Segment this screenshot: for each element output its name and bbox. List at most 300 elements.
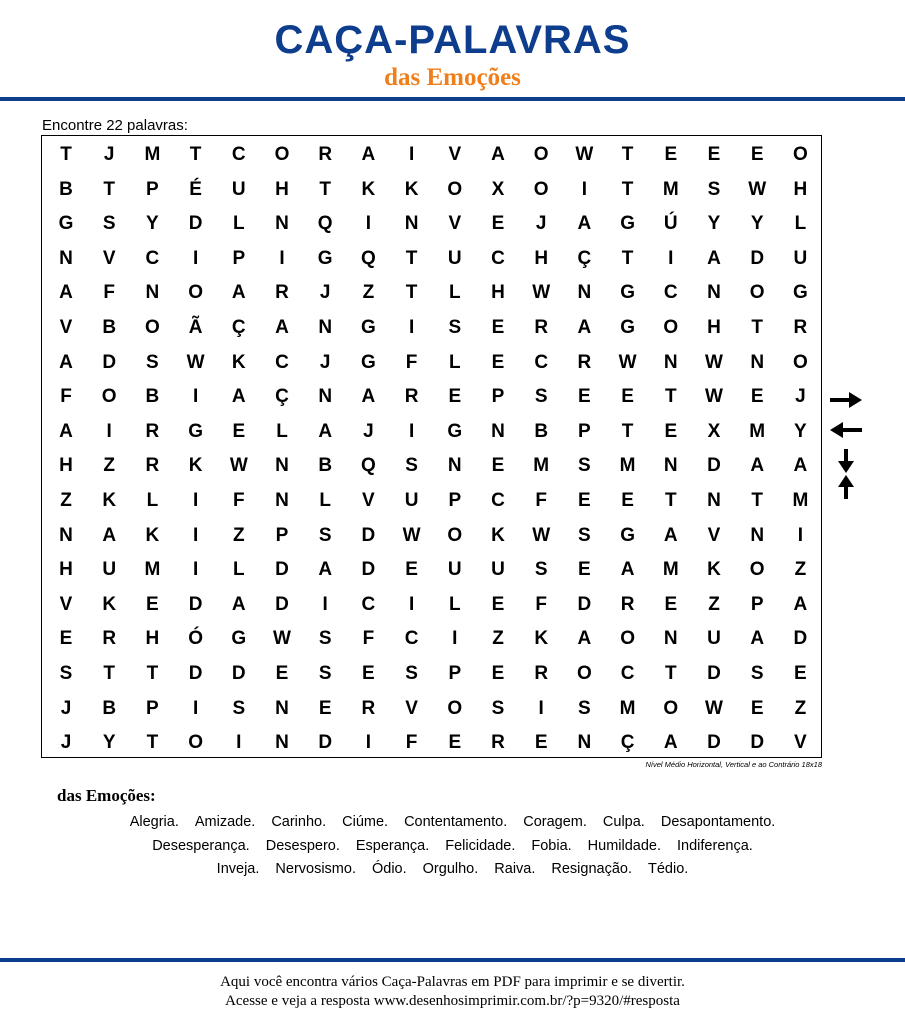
grid-letter: A: [231, 386, 246, 408]
grid-letter: P: [146, 178, 159, 200]
word-list-item: Nervosismo.: [275, 861, 356, 877]
word-list-item: Raiva.: [494, 861, 536, 877]
grid-letter: S: [750, 663, 764, 684]
grid-letter: I: [192, 524, 199, 546]
grid-letter: H: [145, 628, 160, 650]
grid-letter: F: [405, 351, 418, 373]
grid-letter: T: [621, 247, 634, 269]
word-list-item: Contentamento.: [404, 814, 508, 830]
grid-letter: I: [236, 732, 242, 754]
word-list-item: Amizade.: [194, 814, 256, 830]
grid-letter: G: [620, 524, 635, 546]
grid-letter: T: [319, 178, 331, 200]
grid-letter: Z: [232, 524, 245, 546]
grid-letter: K: [188, 455, 203, 477]
grid-letter: E: [405, 559, 418, 581]
grid-letter: E: [275, 663, 289, 684]
grid-letter: K: [491, 524, 505, 546]
grid-letter: G: [188, 420, 203, 442]
grid-letter: Z: [794, 697, 807, 719]
grid-letter: O: [793, 351, 808, 373]
grid-letter: W: [618, 351, 637, 373]
arrow-left-icon: [829, 420, 863, 440]
grid-letter: J: [535, 213, 547, 235]
grid-letter: E: [59, 628, 73, 650]
grid-letter: N: [318, 386, 333, 408]
grid-letter: N: [663, 628, 678, 650]
grid-letter: A: [793, 593, 808, 615]
grid-letter: S: [578, 697, 591, 719]
grid-letter: A: [707, 247, 721, 269]
arrow-down-icon: [829, 448, 863, 474]
word-list-item: Ódio.: [371, 861, 407, 877]
grid-letter: D: [793, 628, 808, 650]
grid-letter: R: [361, 697, 376, 719]
grid-letter: Z: [362, 282, 375, 304]
grid-letter: A: [231, 593, 246, 615]
grid-letter: Z: [794, 559, 807, 581]
grid-letter: A: [577, 628, 592, 650]
grid-letter: R: [318, 144, 333, 165]
grid-letter: I: [408, 317, 415, 338]
grid-letter: E: [448, 732, 462, 754]
grid-letter: Y: [794, 420, 807, 442]
grid-letter: W: [532, 524, 551, 546]
grid-letter: C: [491, 490, 505, 511]
word-list-item: Esperança.: [355, 838, 430, 854]
grid-letter: O: [533, 178, 549, 200]
grid-letter: E: [578, 490, 591, 511]
grid-letter: T: [146, 663, 159, 684]
grid-letter: I: [538, 697, 544, 719]
grid-letter: D: [707, 663, 721, 684]
grid-letter: G: [231, 628, 247, 650]
grid-letter: E: [232, 420, 246, 442]
grid-letter: I: [365, 213, 372, 235]
grid-letter: V: [59, 593, 73, 615]
grid-letter: R: [793, 317, 808, 338]
grid-letter: A: [361, 144, 376, 165]
grid-letter: C: [404, 628, 419, 650]
grid-letter: C: [491, 247, 505, 269]
grid-letter: I: [192, 247, 199, 269]
grid-letter: T: [146, 732, 159, 754]
grid-letter: D: [750, 247, 765, 269]
grid-letter: N: [491, 420, 505, 442]
grid-letter: I: [408, 420, 415, 442]
grid-letter: E: [664, 593, 678, 615]
grid-letter: C: [231, 144, 246, 165]
grid-letter: T: [621, 144, 634, 165]
grid-letter: W: [748, 178, 767, 200]
grid-letter: R: [534, 317, 549, 338]
grid-letter: U: [447, 559, 462, 581]
grid-letter: B: [145, 386, 160, 408]
grid-letter: V: [448, 213, 462, 235]
grid-letter: A: [59, 420, 73, 442]
grid-letter: A: [59, 282, 73, 304]
footer-line-2: Acesse e veja a resposta www.desenhosimprimir.com.br/?p=9320/#resposta: [225, 993, 680, 1009]
grid-letter: U: [793, 247, 808, 269]
instruction-text: Encontre 22 palavras:: [42, 117, 188, 134]
grid-letter: P: [146, 697, 159, 719]
grid-letter: A: [59, 351, 73, 373]
grid-letter: P: [448, 490, 462, 511]
grid-letter: P: [750, 593, 764, 615]
grid-letter: L: [146, 490, 159, 511]
grid-letter: L: [232, 213, 245, 235]
grid-letter: V: [448, 144, 462, 165]
grid-letter: E: [491, 593, 505, 615]
grid-letter: J: [60, 732, 72, 754]
grid-letter: Ç: [620, 732, 635, 754]
grid-letter: Q: [361, 247, 376, 269]
grid-letter: G: [317, 247, 333, 269]
grid-letter: G: [58, 213, 74, 235]
grid-letter: E: [664, 144, 678, 165]
grid-letter: F: [535, 593, 547, 615]
grid-letter: M: [662, 178, 679, 200]
grid-letter: O: [101, 386, 117, 408]
grid-letter: J: [60, 697, 72, 719]
grid-letter: E: [750, 144, 764, 165]
grid-letter: N: [707, 490, 721, 511]
grid-letter: N: [447, 455, 462, 477]
grid-letter: P: [448, 663, 462, 684]
grid-letter: I: [408, 593, 415, 615]
grid-letter: F: [103, 282, 115, 304]
grid-letter: U: [404, 490, 419, 511]
grid-letter: U: [707, 628, 721, 650]
grid-letter: D: [188, 593, 203, 615]
grid-letter: E: [794, 663, 807, 684]
grid-letter: J: [319, 351, 331, 373]
grid-letter: S: [578, 524, 591, 546]
word-list-row: [0, 861, 905, 877]
grid-letter: S: [491, 697, 505, 719]
footer-line-1: Aqui você encontra vários Caça-Palavras em PDF para imprimir e se divertir.: [220, 974, 685, 990]
grid-letter: S: [318, 628, 332, 650]
grid-letter: N: [663, 455, 678, 477]
header-rule: [0, 97, 905, 101]
grid-letter: N: [318, 317, 333, 338]
grid-letter: V: [794, 732, 807, 754]
grid-letter: S: [232, 697, 246, 719]
grid-letter: G: [447, 420, 463, 442]
grid-letter: I: [408, 144, 415, 165]
grid-letter: T: [664, 386, 677, 408]
word-list-item: Tédio.: [648, 861, 689, 877]
grid-letter: I: [365, 732, 372, 754]
grid-letter: E: [318, 697, 332, 719]
grid-letter: N: [59, 524, 73, 546]
grid-letter: E: [621, 386, 634, 408]
grid-letter: C: [663, 282, 678, 304]
grid-letter: S: [534, 559, 548, 581]
grid-letter: F: [362, 628, 375, 650]
grid-letter: H: [275, 178, 289, 200]
grid-letter: A: [577, 317, 592, 338]
grid-letter: J: [319, 282, 331, 304]
grid-letter: D: [231, 663, 246, 684]
grid-letter: O: [533, 144, 549, 165]
grid-letter: I: [192, 386, 199, 408]
grid-letter: B: [318, 455, 333, 477]
grid-letter: O: [620, 628, 635, 650]
grid-letter: I: [581, 178, 588, 200]
grid-letter: K: [231, 351, 246, 373]
grid-letter: S: [102, 213, 116, 235]
grid-letter: S: [59, 663, 73, 684]
grid-letter: T: [621, 420, 634, 442]
grid-letter: V: [707, 524, 721, 546]
grid-letter: E: [707, 144, 721, 165]
grid-letter: D: [750, 732, 765, 754]
grid-letter: A: [275, 317, 289, 338]
grid-letter: I: [322, 593, 328, 615]
grid-letter: K: [102, 593, 117, 615]
grid-letter: N: [275, 213, 289, 235]
grid-letter: Y: [102, 732, 116, 754]
grid-letter: L: [448, 282, 461, 304]
grid-letter: E: [362, 663, 375, 684]
grid-letter: O: [447, 524, 463, 546]
grid-letter: B: [59, 178, 73, 200]
grid-letter: P: [578, 420, 591, 442]
grid-letter: E: [491, 455, 505, 477]
grid-letter: S: [578, 455, 591, 477]
grid-letter: Q: [361, 455, 376, 477]
grid-letter: P: [275, 524, 289, 546]
grid-letter: N: [275, 732, 289, 754]
grid-letter: I: [668, 247, 674, 269]
word-list-item: Humildade.: [587, 838, 662, 854]
grid-letter: Z: [103, 455, 115, 477]
grid-letter: X: [491, 178, 505, 200]
grid-letter: L: [448, 351, 461, 373]
grid-letter: K: [145, 524, 160, 546]
grid-letter: O: [663, 697, 679, 719]
grid-letter: A: [663, 732, 678, 754]
grid-letter: X: [707, 420, 721, 442]
word-list-item: Alegria.: [129, 814, 179, 830]
page-title: CAÇA-PALAVRAS: [274, 18, 631, 62]
grid-letter: M: [662, 559, 679, 581]
grid-letter: W: [575, 144, 594, 165]
grid-letter: F: [60, 386, 72, 408]
grid-letter: T: [405, 247, 418, 269]
grid-letter: W: [705, 697, 723, 719]
grid-letter: Z: [492, 628, 504, 650]
grid-letter: Z: [60, 490, 72, 511]
grid-letter: M: [144, 144, 161, 165]
grid-letter: N: [275, 697, 289, 719]
grid-letter: A: [102, 524, 117, 546]
footer-rule: [0, 958, 905, 962]
grid-letter: I: [797, 524, 804, 546]
grid-letter: C: [534, 351, 549, 373]
grid-letter: U: [447, 247, 462, 269]
grid-letter: S: [405, 663, 418, 684]
grid-letter: A: [231, 282, 246, 304]
grid-letter: O: [188, 282, 203, 304]
grid-letter: W: [186, 351, 205, 373]
grid-letter: C: [145, 247, 160, 269]
grid-letter: O: [188, 732, 203, 754]
grid-letter: M: [619, 455, 636, 477]
grid-letter: Ç: [231, 317, 246, 338]
grid-letter: L: [232, 559, 245, 581]
grid-letter: S: [146, 351, 159, 373]
grid-letter: D: [361, 559, 376, 581]
grid-letter: V: [102, 247, 116, 269]
grid-letter: A: [318, 420, 333, 442]
grid-letter: G: [620, 213, 635, 235]
grid-letter: Y: [750, 213, 764, 235]
grid-letter: D: [318, 732, 333, 754]
word-list-item: Carinho.: [271, 814, 327, 830]
grid-letter: N: [59, 247, 73, 269]
grid-letter: D: [275, 559, 289, 581]
grid-letter: E: [491, 317, 505, 338]
grid-letter: E: [750, 386, 764, 408]
grid-letter: Ç: [577, 247, 592, 269]
level-note: Nível Médio Horizontal, Vertical e ao Contrário 18x18: [645, 760, 822, 769]
grid-letter: O: [145, 317, 160, 338]
grid-letter: W: [229, 455, 248, 477]
grid-letter: R: [404, 386, 419, 408]
grid-letter: I: [192, 697, 199, 719]
grid-letter: U: [491, 559, 505, 581]
grid-letter: H: [491, 282, 505, 304]
grid-letter: V: [362, 490, 375, 511]
grid-letter: M: [144, 559, 161, 581]
grid-letter: A: [491, 144, 505, 165]
grid-letter: K: [707, 559, 721, 581]
grid-letter: R: [102, 628, 117, 650]
grid-letter: E: [578, 386, 591, 408]
grid-letter: H: [534, 247, 549, 269]
grid-letter: O: [577, 663, 592, 684]
grid-letter: R: [577, 351, 592, 373]
grid-letter: C: [275, 351, 289, 373]
grid-letter: I: [192, 559, 199, 581]
word-list-title: das Emoções:: [57, 786, 156, 805]
grid-letter: C: [361, 593, 376, 615]
grid-letter: E: [534, 732, 548, 754]
grid-letter: M: [792, 490, 809, 511]
grid-letter: J: [795, 386, 806, 408]
arrow-right-icon: [829, 390, 863, 410]
grid-letter: J: [103, 144, 115, 165]
grid-letter: A: [793, 455, 808, 477]
grid-letter: K: [534, 628, 549, 650]
word-list-item: Ciúme.: [342, 814, 389, 830]
grid-letter: W: [705, 351, 723, 373]
grid-letter: Q: [317, 213, 333, 235]
grid-letter: R: [275, 282, 289, 304]
grid-letter: A: [750, 455, 765, 477]
grid-letter: O: [793, 144, 808, 165]
grid-letter: B: [534, 420, 549, 442]
grid-letter: É: [189, 178, 202, 200]
grid-letter: G: [361, 351, 376, 373]
grid-letter: W: [402, 524, 421, 546]
grid-letter: R: [534, 663, 549, 684]
grid-letter: N: [750, 351, 765, 373]
grid-letter: L: [448, 593, 461, 615]
grid-letter: O: [447, 697, 463, 719]
grid-letter: A: [663, 524, 678, 546]
grid-letter: M: [619, 697, 636, 719]
word-list-item: Desapontamento.: [660, 814, 776, 830]
grid-letter: E: [664, 420, 678, 442]
grid-letter: D: [188, 663, 203, 684]
word-search-grid: [41, 135, 822, 758]
arrow-up-icon: [829, 474, 863, 500]
grid-letter: D: [188, 213, 203, 235]
grid-letter: H: [59, 455, 73, 477]
grid-letter: O: [663, 317, 679, 338]
grid-letter: S: [707, 178, 721, 200]
grid-letter: G: [620, 317, 635, 338]
grid-letter: A: [318, 559, 333, 581]
grid-letter: N: [750, 524, 765, 546]
grid-letter: O: [274, 144, 290, 165]
grid-letter: C: [620, 663, 635, 684]
grid-letter: H: [707, 317, 721, 338]
grid-letter: K: [102, 490, 117, 511]
grid-letter: O: [447, 178, 463, 200]
word-list-item: Coragem.: [523, 814, 587, 830]
grid-letter: F: [535, 490, 547, 511]
grid-letter: Ú: [663, 213, 678, 235]
word-list-item: Orgulho.: [422, 861, 479, 877]
grid-letter: S: [534, 386, 548, 408]
grid-letter: A: [577, 213, 592, 235]
grid-letter: E: [491, 663, 505, 684]
grid-letter: V: [405, 697, 418, 719]
grid-letter: L: [794, 213, 807, 235]
word-list-item: Desesperança.: [152, 838, 250, 854]
grid-letter: Ç: [275, 386, 289, 408]
grid-letter: I: [279, 247, 285, 269]
grid-letter: N: [577, 282, 592, 304]
grid-letter: D: [275, 593, 289, 615]
grid-letter: E: [621, 490, 634, 511]
grid-letter: T: [751, 490, 763, 511]
grid-letter: T: [751, 317, 763, 338]
grid-letter: A: [750, 628, 765, 650]
grid-letter: N: [404, 213, 419, 235]
grid-letter: E: [491, 213, 505, 235]
grid-letter: I: [192, 490, 199, 511]
grid-letter: T: [103, 663, 115, 684]
grid-letter: P: [232, 247, 246, 269]
word-list-item: Resignação.: [551, 861, 632, 877]
word-list-item: Inveja.: [216, 861, 260, 877]
grid-letter: Ã: [188, 317, 203, 338]
word-list-item: Indiferença.: [677, 838, 753, 854]
grid-letter: T: [664, 663, 677, 684]
grid-letter: A: [361, 386, 376, 408]
grid-letter: F: [232, 490, 245, 511]
grid-letter: N: [577, 732, 592, 754]
grid-letter: S: [318, 524, 332, 546]
grid-letter: B: [102, 317, 117, 338]
grid-letter: S: [405, 455, 418, 477]
grid-letter: Y: [146, 213, 159, 235]
